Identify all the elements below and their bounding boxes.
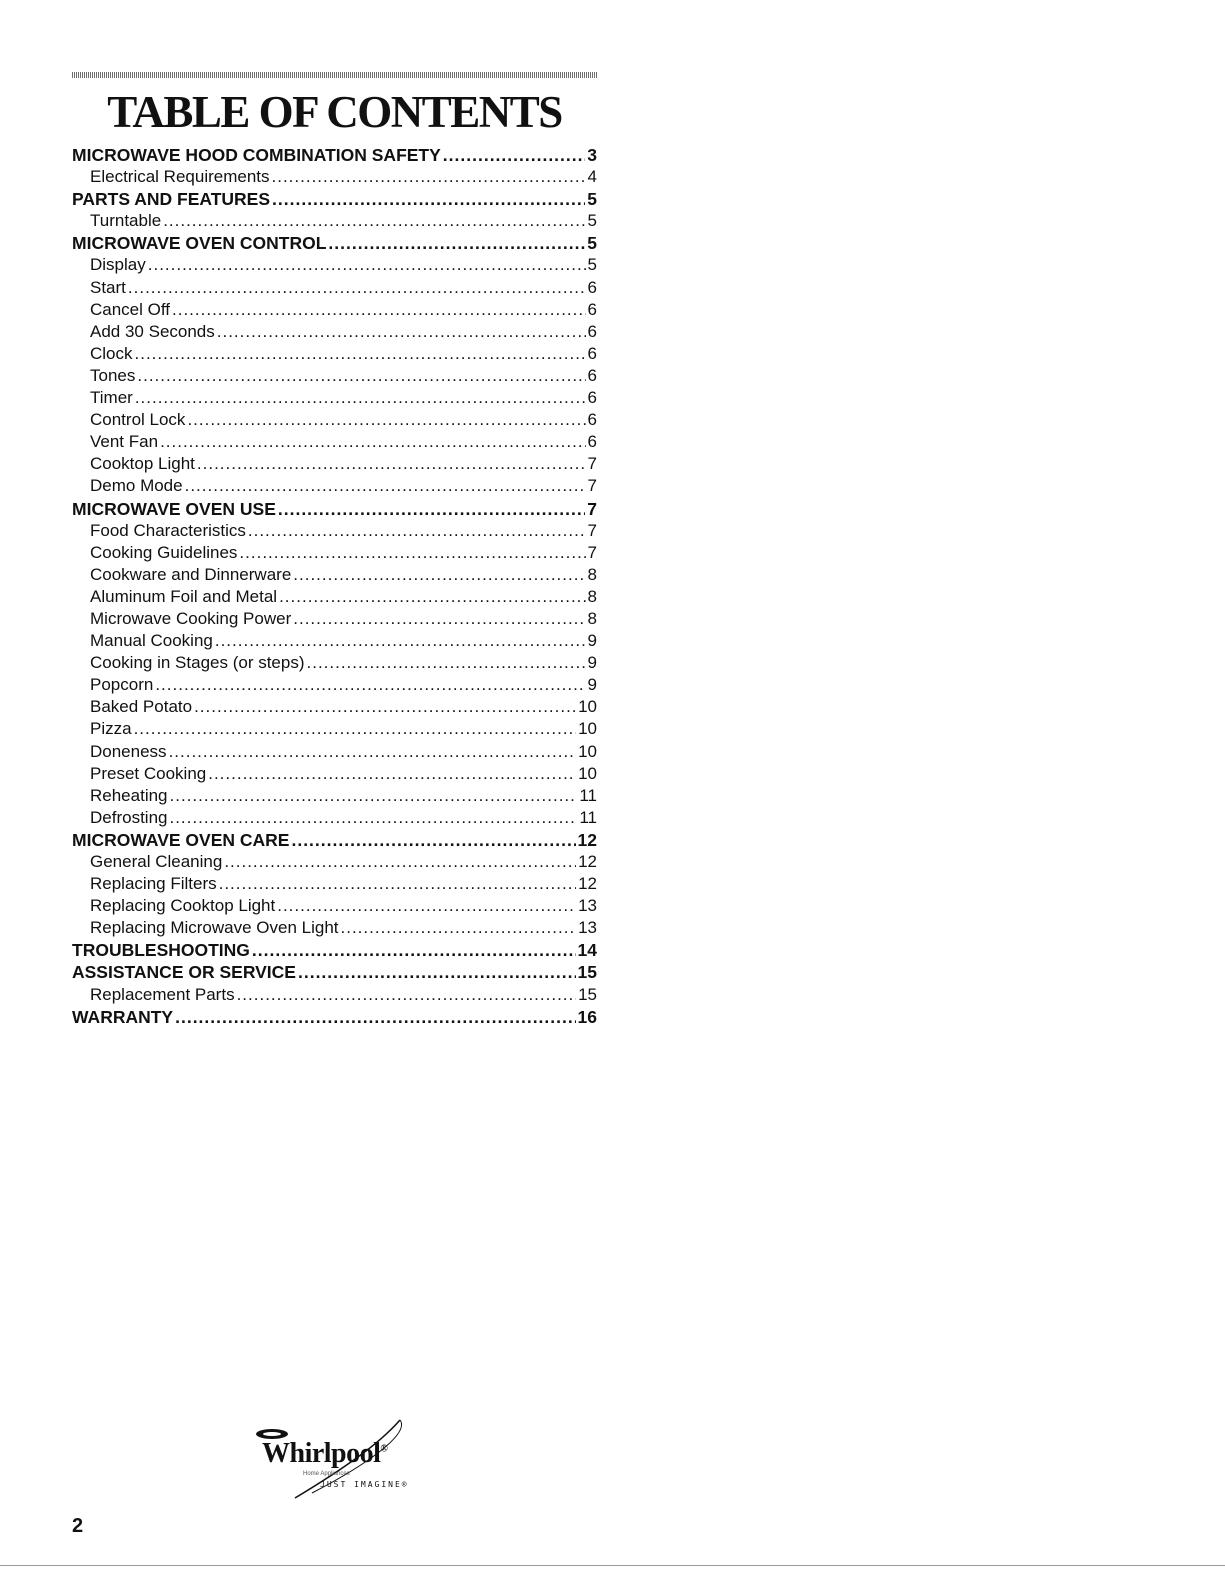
toc-subsection-entry[interactable] <box>72 211 597 233</box>
toc-entry-page: 5 <box>587 233 597 254</box>
toc-section-entry[interactable] <box>72 499 597 521</box>
toc-entry-page: 6 <box>587 432 597 452</box>
toc-entry-label: Replacement Parts <box>90 984 235 1004</box>
toc-entry-page: 15 <box>577 962 597 983</box>
toc-subsection-entry[interactable] <box>72 631 597 653</box>
toc-entry-label: Cooking Guidelines <box>90 542 238 562</box>
toc-entry-label: ASSISTANCE OR SERVICE <box>72 962 296 983</box>
toc-entry-page: 12 <box>578 874 597 894</box>
toc-dot-leader <box>187 410 585 430</box>
bottom-rule <box>0 1565 1225 1566</box>
toc-entry-label: PARTS AND FEATURES <box>72 189 271 210</box>
logo-brand-text: Whirlpool® <box>262 1438 388 1469</box>
toc-entry-page: 15 <box>578 984 597 1004</box>
toc-entry-label: Vent Fan <box>90 432 159 452</box>
toc-dot-leader <box>197 454 586 474</box>
toc-dot-leader <box>277 896 576 916</box>
toc-dot-leader <box>272 189 585 210</box>
toc-entry-label: Cookware and Dinnerware <box>90 564 292 584</box>
toc-dot-leader <box>293 565 585 585</box>
toc-dot-leader <box>170 786 578 806</box>
toc-entry-label: Turntable <box>90 211 162 231</box>
toc-entry-label: TROUBLESHOOTING <box>72 940 250 961</box>
toc-entry-page: 7 <box>587 520 597 540</box>
toc-dot-leader <box>252 940 576 961</box>
toc-section-entry[interactable] <box>72 1007 597 1029</box>
toc-entry-label: Clock <box>90 343 133 363</box>
toc-dot-leader <box>291 830 575 851</box>
toc-entry-page: 9 <box>587 675 597 695</box>
toc-section-entry[interactable] <box>72 189 597 211</box>
toc-subsection-entry[interactable] <box>72 543 597 565</box>
toc-subsection-entry[interactable] <box>72 344 597 366</box>
toc-subsection-entry[interactable] <box>72 432 597 454</box>
toc-entry-page: 6 <box>587 321 597 341</box>
toc-entry-page: 13 <box>578 896 597 916</box>
toc-section-entry[interactable] <box>72 830 597 852</box>
toc-entry-page: 10 <box>578 741 597 761</box>
toc-dot-leader <box>219 874 576 894</box>
toc-subsection-entry[interactable] <box>72 609 597 631</box>
toc-subsection-entry[interactable] <box>72 565 597 587</box>
toc-entry-page: 4 <box>587 167 597 187</box>
toc-subsection-entry[interactable] <box>72 167 597 189</box>
toc-dot-leader <box>148 255 586 275</box>
toc-entry-page: 7 <box>587 498 597 519</box>
toc-entry-label: Pizza <box>90 719 132 739</box>
toc-entry-label: Demo Mode <box>90 476 183 496</box>
toc-section-entry[interactable] <box>72 233 597 255</box>
toc-subsection-entry[interactable] <box>72 764 597 786</box>
toc-subsection-entry[interactable] <box>72 255 597 277</box>
toc-subsection-entry[interactable] <box>72 587 597 609</box>
toc-dot-leader <box>224 852 576 872</box>
page-number: 2 <box>72 1515 84 1537</box>
toc-section-entry[interactable] <box>72 962 597 984</box>
toc-entry-page: 13 <box>578 918 597 938</box>
toc-entry-page: 16 <box>577 1006 597 1027</box>
toc-entry-label: Cancel Off <box>90 299 171 319</box>
toc-entry-label: Display <box>90 255 146 275</box>
toc-dot-leader <box>137 366 585 386</box>
toc-entry-label: Electrical Requirements <box>90 167 270 187</box>
toc-dot-leader <box>185 476 586 496</box>
toc-entry-label: Timer <box>90 388 133 408</box>
toc-subsection-entry[interactable] <box>72 918 597 940</box>
toc-entry-page: 6 <box>587 410 597 430</box>
table-of-contents <box>72 145 597 1029</box>
toc-dot-leader <box>279 587 585 607</box>
toc-entry-page: 10 <box>578 719 597 739</box>
toc-subsection-entry[interactable] <box>72 366 597 388</box>
toc-entry-page: 12 <box>577 829 597 850</box>
toc-entry-page: 8 <box>587 586 597 606</box>
toc-entry-label: MICROWAVE OVEN USE <box>72 498 276 519</box>
toc-dot-leader <box>163 211 585 231</box>
toc-entry-page: 6 <box>587 343 597 363</box>
toc-entry-page: 5 <box>587 255 597 275</box>
toc-entry-page: 6 <box>587 299 597 319</box>
top-decorative-rule <box>72 72 597 78</box>
toc-dot-leader <box>293 609 585 629</box>
toc-entry-label: Microwave Cooking Power <box>90 608 292 628</box>
toc-subsection-entry[interactable] <box>72 985 597 1007</box>
toc-entry-label: Doneness <box>90 741 167 761</box>
toc-entry-label: Manual Cooking <box>90 631 213 651</box>
toc-dot-leader <box>237 985 577 1005</box>
toc-subsection-entry[interactable] <box>72 300 597 322</box>
toc-entry-label: MICROWAVE OVEN CARE <box>72 829 290 850</box>
toc-subsection-entry[interactable] <box>72 388 597 410</box>
toc-entry-page: 8 <box>587 608 597 628</box>
toc-entry-label: Replacing Microwave Oven Light <box>90 918 339 938</box>
toc-subsection-entry[interactable] <box>72 476 597 498</box>
toc-entry-label: Popcorn <box>90 675 154 695</box>
toc-subsection-entry[interactable] <box>72 278 597 300</box>
toc-subsection-entry[interactable] <box>72 521 597 543</box>
toc-dot-leader <box>169 808 577 828</box>
toc-entry-page: 6 <box>587 277 597 297</box>
toc-entry-page: 5 <box>587 189 597 210</box>
toc-entry-page: 9 <box>587 653 597 673</box>
toc-entry-label: Cooking in Stages (or steps) <box>90 653 305 673</box>
toc-entry-page: 14 <box>577 940 597 961</box>
toc-subsection-entry[interactable] <box>72 852 597 874</box>
toc-dot-leader <box>298 962 576 983</box>
toc-section-entry[interactable] <box>72 940 597 962</box>
toc-entry-label: Aluminum Foil and Metal <box>90 586 278 606</box>
toc-entry-page: 11 <box>579 807 597 827</box>
toc-entry-label: Tones <box>90 365 136 385</box>
toc-entry-page: 8 <box>587 564 597 584</box>
toc-dot-leader <box>443 145 585 166</box>
toc-subsection-entry[interactable] <box>72 410 597 432</box>
toc-entry-label: Replacing Filters <box>90 874 217 894</box>
toc-entry-page: 10 <box>578 697 597 717</box>
toc-dot-leader <box>248 521 586 541</box>
toc-subsection-entry[interactable] <box>72 742 597 764</box>
logo-tagline: JUST IMAGINE® <box>320 1480 409 1489</box>
toc-subsection-entry[interactable] <box>72 697 597 719</box>
toc-dot-leader <box>128 278 586 298</box>
toc-dot-leader <box>215 631 586 651</box>
toc-dot-leader <box>217 322 586 342</box>
toc-dot-leader <box>155 675 585 695</box>
toc-dot-leader <box>341 918 577 938</box>
toc-entry-page: 10 <box>578 763 597 783</box>
toc-entry-label: Reheating <box>90 785 168 805</box>
toc-dot-leader <box>194 697 576 717</box>
toc-dot-leader <box>169 742 577 762</box>
toc-entry-label: Food Characteristics <box>90 520 246 540</box>
toc-entry-page: 7 <box>587 542 597 562</box>
toc-dot-leader <box>134 719 577 739</box>
toc-section-entry[interactable] <box>72 145 597 167</box>
toc-dot-leader <box>272 167 586 187</box>
toc-entry-label: Start <box>90 277 126 297</box>
toc-entry-label: MICROWAVE HOOD COMBINATION SAFETY <box>72 145 441 165</box>
toc-dot-leader <box>135 344 586 364</box>
toc-dot-leader <box>172 300 586 320</box>
page-title: TABLE OF CONTENTS <box>107 87 562 137</box>
toc-dot-leader <box>208 764 576 784</box>
toc-subsection-entry[interactable] <box>72 874 597 896</box>
toc-dot-leader <box>278 499 585 520</box>
toc-subsection-entry[interactable] <box>72 808 597 830</box>
toc-entry-page: 3 <box>587 145 597 165</box>
toc-entry-page: 7 <box>587 454 597 474</box>
toc-subsection-entry[interactable] <box>72 454 597 476</box>
toc-entry-label: WARRANTY <box>72 1006 174 1027</box>
toc-subsection-entry[interactable] <box>72 896 597 918</box>
toc-entry-page: 7 <box>587 476 597 496</box>
toc-entry-label: Control Lock <box>90 410 186 430</box>
toc-entry-page: 9 <box>587 631 597 651</box>
toc-entry-label: Defrosting <box>90 807 168 827</box>
logo-subbrand: Home Appliances <box>303 1471 350 1477</box>
toc-entry-page: 11 <box>579 785 597 805</box>
toc-entry-page: 5 <box>587 211 597 231</box>
toc-entry-page: 6 <box>587 365 597 385</box>
toc-dot-leader <box>328 233 585 254</box>
toc-subsection-entry[interactable] <box>72 653 597 675</box>
toc-entry-page: 6 <box>587 388 597 408</box>
toc-subsection-entry[interactable] <box>72 719 597 741</box>
toc-entry-label: Baked Potato <box>90 697 193 717</box>
toc-entry-page: 12 <box>578 852 597 871</box>
toc-entry-label: Add 30 Seconds <box>90 321 215 341</box>
toc-entry-label: Replacing Cooktop Light <box>90 896 276 916</box>
toc-dot-leader <box>307 653 586 673</box>
toc-dot-leader <box>175 1007 575 1028</box>
toc-dot-leader <box>135 388 586 408</box>
toc-entry-label: Preset Cooking <box>90 763 207 783</box>
whirlpool-logo <box>250 1418 440 1503</box>
toc-subsection-entry[interactable] <box>72 675 597 697</box>
toc-entry-label: MICROWAVE OVEN CONTROL <box>72 233 327 254</box>
toc-entry-label: General Cleaning <box>90 852 223 871</box>
toc-subsection-entry[interactable] <box>72 786 597 808</box>
toc-entry-label: Cooktop Light <box>90 454 195 474</box>
toc-dot-leader <box>239 543 585 563</box>
toc-dot-leader <box>160 432 585 452</box>
toc-subsection-entry[interactable] <box>72 322 597 344</box>
